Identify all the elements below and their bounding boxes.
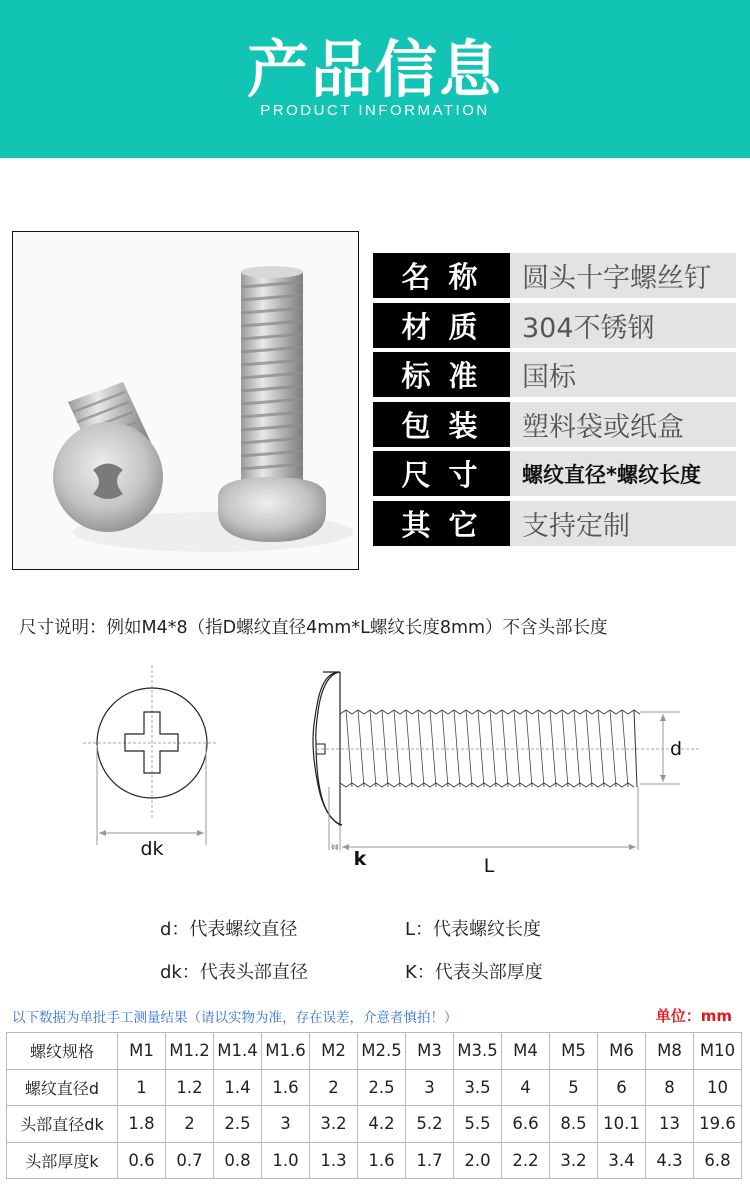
screw-top-view (83, 665, 218, 845)
spec-list (373, 253, 736, 550)
spec-key: 尺寸 (373, 451, 510, 496)
table-cell: M2.5 (358, 1033, 406, 1070)
table-cell: 3.2 (550, 1142, 598, 1179)
table-cell: 2.2 (502, 1142, 550, 1179)
table-cell: 1 (118, 1069, 166, 1106)
table-row (7, 1106, 742, 1143)
table-cell: 1.0 (262, 1142, 310, 1179)
screw-photo-illustration (13, 232, 359, 570)
table-cell: 19.6 (694, 1106, 742, 1143)
table-cell: 1.6 (262, 1069, 310, 1106)
spec-key: 其它 (373, 501, 510, 546)
table-cell: M5 (550, 1033, 598, 1070)
page-title: 产品信息 (246, 33, 503, 106)
label-dk: dk (140, 838, 164, 860)
spec-key: 材质 (373, 303, 510, 348)
spec-row-name (373, 253, 736, 298)
table-cell: 4.2 (358, 1106, 406, 1143)
spec-row-other (373, 501, 736, 546)
table-cell: M2 (310, 1033, 358, 1070)
table-cell: 10 (694, 1069, 742, 1106)
row-label: 头部直径dk (7, 1106, 118, 1143)
table-cell: 3 (406, 1069, 454, 1106)
table-cell: 2 (310, 1069, 358, 1106)
table-cell: 0.6 (118, 1142, 166, 1179)
size-note: 尺寸说明：例如M4*8（指D螺纹直径4mm*L螺纹长度8mm）不含头部长度 (19, 618, 608, 638)
table-cell: 2.5 (214, 1106, 262, 1143)
technical-drawing (0, 650, 750, 890)
table-cell: 3.2 (310, 1106, 358, 1143)
table-cell: 1.4 (214, 1069, 262, 1106)
screw-dimension-diagram (0, 650, 750, 890)
header-banner (0, 0, 750, 158)
product-photo (12, 231, 359, 570)
table-cell: 4.3 (646, 1142, 694, 1179)
spec-row-standard (373, 352, 736, 397)
spec-key: 包装 (373, 402, 510, 447)
table-cell: 4 (502, 1069, 550, 1106)
spec-value: 圆头十字螺丝钉 (510, 253, 736, 298)
page-subtitle: PRODUCT INFORMATION (260, 102, 490, 119)
screw-side-view (313, 672, 700, 850)
table-cell: M10 (694, 1033, 742, 1070)
table-cell: 13 (646, 1106, 694, 1143)
table-cell: M6 (598, 1033, 646, 1070)
measurement-disclaimer: 以下数据为单批手工测量结果（请以实物为准，存在误差，介意者慎拍！） (12, 1010, 458, 1026)
table-cell: 6.8 (694, 1142, 742, 1179)
table-cell: 0.7 (166, 1142, 214, 1179)
spec-row-material (373, 303, 736, 348)
table-cell: 2.0 (454, 1142, 502, 1179)
unit-label: 单位：mm (655, 1007, 732, 1025)
table-cell: M3 (406, 1033, 454, 1070)
spec-value: 塑料袋或纸盒 (510, 402, 736, 447)
label-d: d (669, 738, 683, 760)
table-cell: 8 (646, 1069, 694, 1106)
table-cell: M1.6 (262, 1033, 310, 1070)
table-cell: M1 (118, 1033, 166, 1070)
table-cell: 2 (166, 1106, 214, 1143)
table-cell: 3.5 (454, 1069, 502, 1106)
table-cell: 3.4 (598, 1142, 646, 1179)
table-cell: 1.6 (358, 1142, 406, 1179)
table-cell: M3.5 (454, 1033, 502, 1070)
table-cell: 5 (550, 1069, 598, 1106)
table-cell: M8 (646, 1033, 694, 1070)
table-cell: M1.4 (214, 1033, 262, 1070)
table-cell: 8.5 (550, 1106, 598, 1143)
table-cell: M4 (502, 1033, 550, 1070)
table-row (7, 1033, 742, 1070)
label-k: k (353, 848, 367, 870)
table-cell: M1.2 (166, 1033, 214, 1070)
table-cell: 0.8 (214, 1142, 262, 1179)
spec-row-size (373, 451, 736, 496)
table-row (7, 1142, 742, 1179)
spec-value: 304不锈钢 (510, 303, 736, 348)
table-cell: 1.2 (166, 1069, 214, 1106)
legend-d: d：代表螺纹直径 (160, 919, 298, 940)
dimension-table (6, 1032, 742, 1179)
row-label: 螺纹规格 (7, 1033, 118, 1070)
table-cell: 5.2 (406, 1106, 454, 1143)
row-label: 头部厚度k (7, 1142, 118, 1179)
row-label: 螺纹直径d (7, 1069, 118, 1106)
spec-row-packaging (373, 402, 736, 447)
label-L: L (483, 855, 495, 877)
table-row (7, 1069, 742, 1106)
table-cell: 5.5 (454, 1106, 502, 1143)
table-cell: 2.5 (358, 1069, 406, 1106)
table-cell: 1.3 (310, 1142, 358, 1179)
spec-key: 标准 (373, 352, 510, 397)
spec-value: 国标 (510, 352, 736, 397)
table-cell: 6 (598, 1069, 646, 1106)
spec-value: 螺纹直径*螺纹长度 (510, 451, 736, 496)
table-cell: 1.8 (118, 1106, 166, 1143)
table-cell: 1.7 (406, 1142, 454, 1179)
spec-key: 名称 (373, 253, 510, 298)
legend-L: L：代表螺纹长度 (405, 919, 542, 940)
table-cell: 6.6 (502, 1106, 550, 1143)
spec-value: 支持定制 (510, 501, 736, 546)
legend-dk: dk：代表头部直径 (160, 962, 308, 983)
table-cell: 10.1 (598, 1106, 646, 1143)
table-cell: 3 (262, 1106, 310, 1143)
legend-K: K：代表头部厚度 (405, 962, 543, 983)
